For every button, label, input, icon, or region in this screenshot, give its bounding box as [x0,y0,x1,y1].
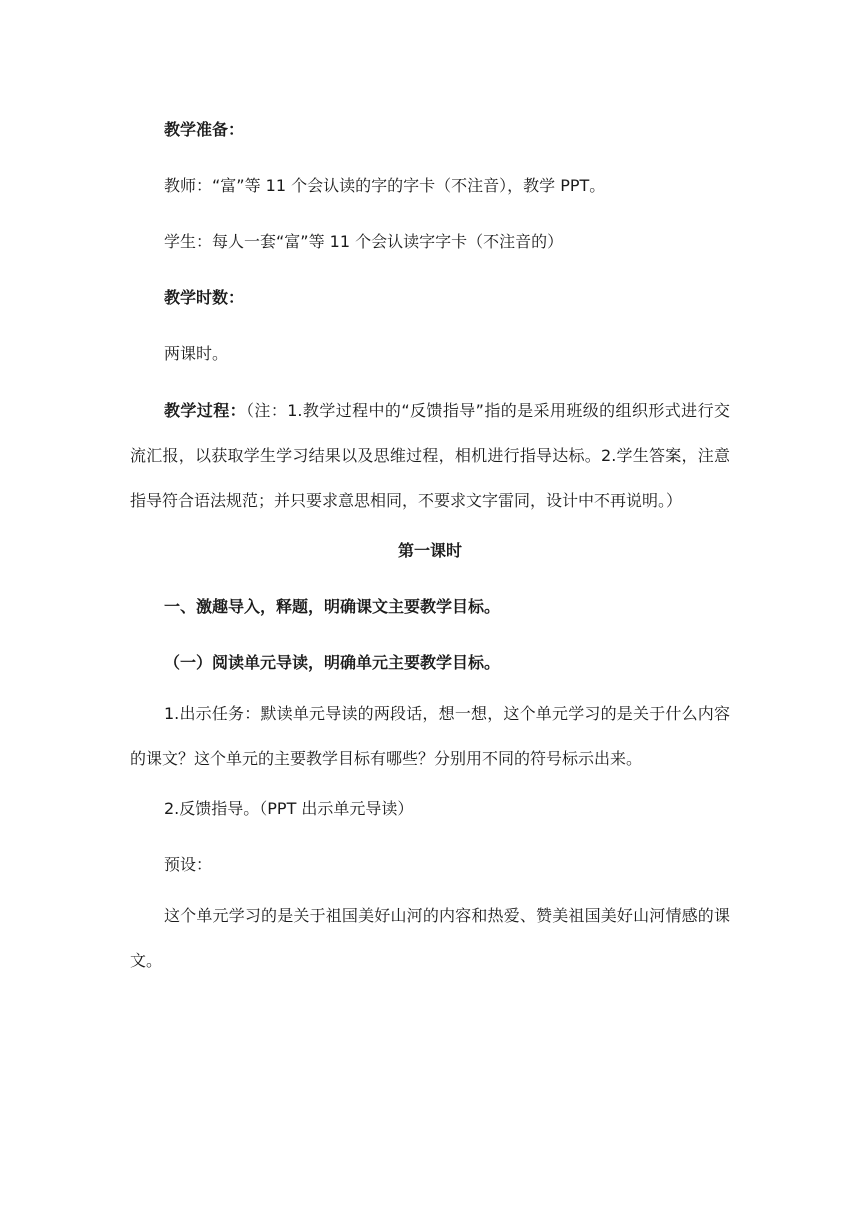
task-one: 1.出示任务：默读单元导读的两段话，想一想，这个单元学习的是关于什么内容的课文？这个单元的主要教学目标有哪些？分别用不同的符号标示出来。 [130,704,730,768]
document-page [130,102,730,983]
section-one-heading: 一、激趣导入，释题，明确课文主要教学目标。 [164,597,501,616]
hours-value: 两课时。 [164,344,229,363]
teacher-line: 教师：“富”等 11 个会认读的字的字卡（不注音），教学 PPT。 [164,176,606,195]
process-paragraph [130,388,730,523]
process-heading: 教学过程： [164,401,247,420]
feedback-line: 2.反馈指导。（PPT 出示单元导读） [164,799,414,818]
student-line: 学生：每人一套“富”等 11 个会认读字字卡（不注音的） [164,232,564,251]
subsection-one-heading: （一）阅读单元导读，明确单元主要教学目标。 [164,653,501,672]
hours-heading: 教学时数： [164,288,245,307]
preset-label: 预设： [164,855,213,874]
preset-answer: 这个单元学习的是关于祖国美好山河的内容和热爱、赞美祖国美好山河情感的课文。 [130,906,730,970]
prep-heading: 教学准备： [164,120,245,139]
lesson-title: 第一课时 [397,541,462,560]
process-note: （注：1.教学过程中的“反馈指导”指的是采用班级的组织形式进行交流汇报，以获取学生学习结果以及思维过程，相机进行指导达标。2.学生答案，注意指导符合语法规范；并只要求意思相同，不要求文字雷同，设计中不再说明。） [130,401,730,510]
